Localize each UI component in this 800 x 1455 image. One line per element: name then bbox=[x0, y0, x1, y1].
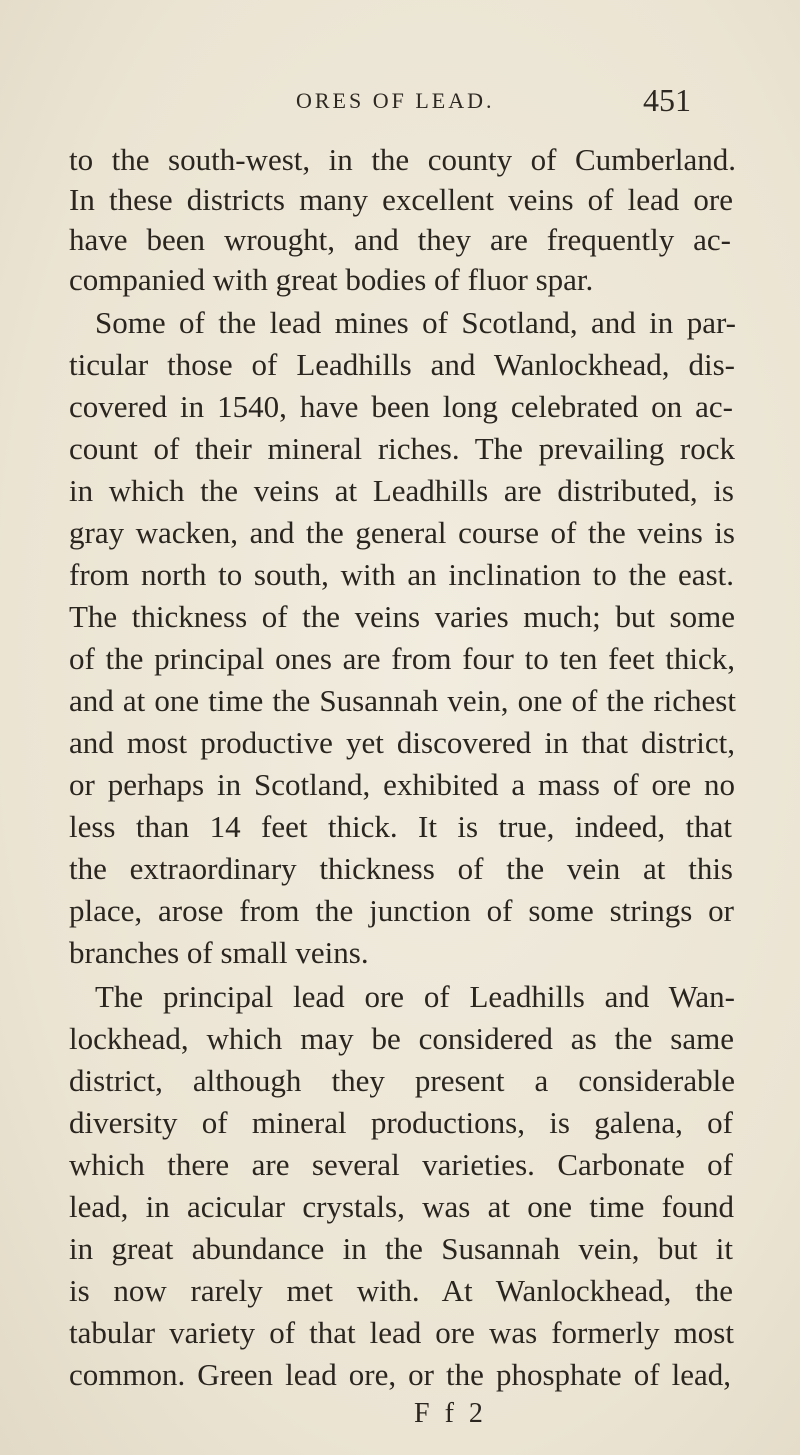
text-line-10: gray wacken, and the general course of the veins is bbox=[69, 515, 735, 550]
page-header bbox=[0, 82, 800, 122]
running-title: ORES OF LEAD. bbox=[296, 88, 495, 113]
text-line-23: district, although they present a considerable bbox=[69, 1063, 735, 1098]
text-line-4: companied with great bodies of fluor spar. bbox=[69, 262, 594, 297]
signature-mark: F f 2 bbox=[414, 1398, 487, 1429]
text-line-19: place, arose from the junction of some strings or bbox=[69, 893, 734, 928]
text-line-25: which there are several varieties. Carbonate of bbox=[69, 1147, 733, 1182]
text-line-3: have been wrought, and they are frequently ac- bbox=[69, 222, 731, 257]
text-line-16: or perhaps in Scotland, exhibited a mass of ore no bbox=[69, 767, 735, 802]
text-line-14: and at one time the Susannah vein, one of the richest bbox=[69, 683, 736, 718]
text-line-7: covered in 1540, have been long celebrated on ac- bbox=[69, 389, 733, 424]
text-line-27: in great abundance in the Susannah vein, but it bbox=[69, 1231, 733, 1266]
text-line-20: branches of small veins. bbox=[69, 935, 369, 970]
text-line-9: in which the veins at Leadhills are distributed, is bbox=[69, 473, 734, 508]
text-line-29: tabular variety of that lead ore was formerly most bbox=[69, 1315, 734, 1350]
text-line-24: diversity of mineral productions, is galena, of bbox=[69, 1105, 733, 1140]
text-line-18: the extraordinary thickness of the vein at this bbox=[69, 851, 733, 886]
text-line-2: In these districts many excellent veins of lead ore bbox=[69, 182, 733, 217]
text-line-22: lockhead, which may be considered as the same bbox=[69, 1021, 734, 1056]
page-number: 451 bbox=[643, 82, 691, 118]
text-line-21: The principal lead ore of Leadhills and Wan- bbox=[95, 979, 735, 1014]
text-line-26: lead, in acicular crystals, was at one time found bbox=[69, 1189, 734, 1224]
text-line-11: from north to south, with an inclination to the east. bbox=[69, 557, 734, 592]
text-line-1: to the south-west, in the county of Cumberland. bbox=[69, 142, 736, 177]
text-line-8: count of their mineral riches. The prevailing rock bbox=[69, 431, 735, 466]
text-line-15: and most productive yet discovered in that district, bbox=[69, 725, 735, 760]
text-line-28: is now rarely met with. At Wanlockhead, the bbox=[69, 1273, 733, 1308]
text-line-5: Some of the lead mines of Scotland, and in par- bbox=[95, 305, 736, 340]
text-line-30: common. Green lead ore, or the phosphate of lead, bbox=[69, 1357, 731, 1392]
text-line-12: The thickness of the veins varies much; but some bbox=[69, 599, 735, 634]
text-line-17: less than 14 feet thick. It is true, indeed, that bbox=[69, 809, 732, 844]
text-line-13: of the principal ones are from four to ten feet thick, bbox=[69, 641, 735, 676]
text-line-6: ticular those of Leadhills and Wanlockhead, dis- bbox=[69, 347, 735, 382]
